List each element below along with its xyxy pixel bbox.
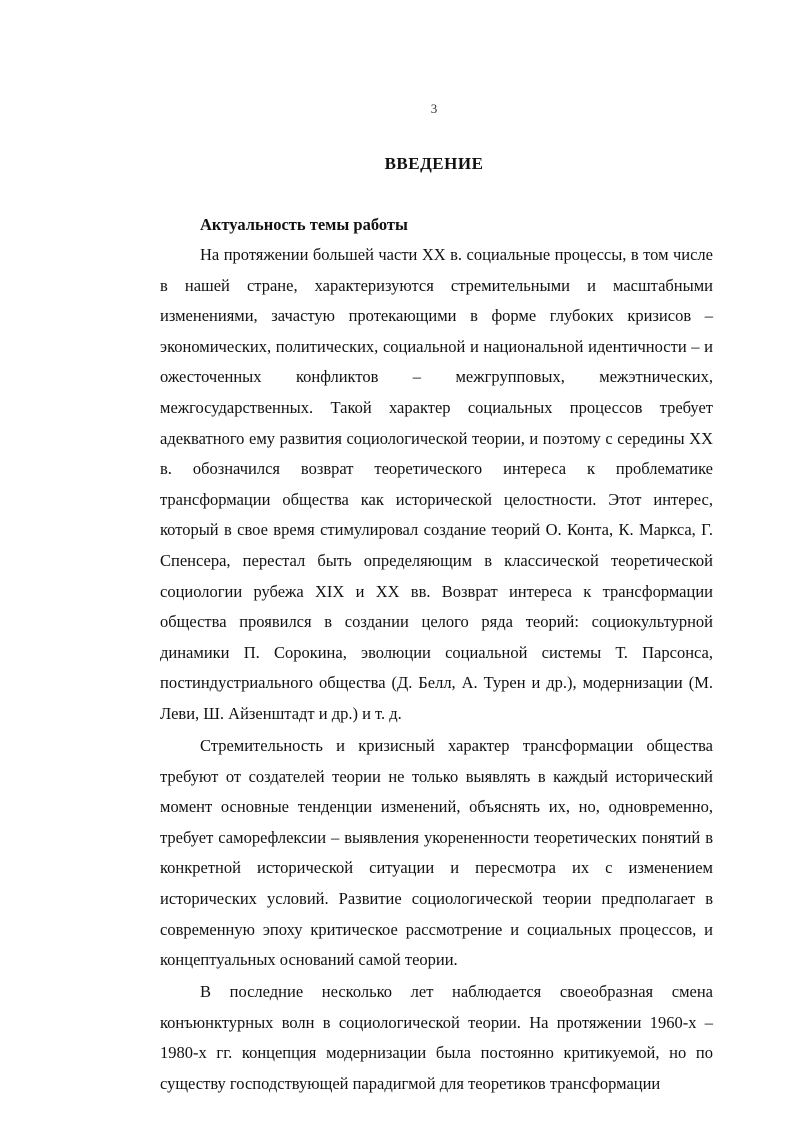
section-title: Актуальность темы работы xyxy=(200,215,408,234)
chapter-heading: ВВЕДЕНИЕ xyxy=(384,154,484,173)
paragraph: На протяжении большей части XX в. социальные процессы, в том числе в нашей стране, характеризуются стремительными и масштабными изменениями, зачастую протекающими в форме глубоких кризисов – экономических, политических, социальной и национальной идентичности – и ожесточенных конфликтов – межгрупповых, межэтнических, межгосударственных. Такой характер социальных процессов требует адекватного ему развития социологической теории, и поэтому с середины XX в. обозначился возврат теоретического интереса к проблематике трансформации общества как исторической целостности. Этот интерес, который в свое время стимулировал создание теорий О. Конта, К. Маркса, Г. Спенсера, перестал быть определяющим в классической теоретической социологии рубежа XIX и XX вв. Возврат интереса к трансформации общества проявился в создании целого ряда теорий: социокультурной динамики П. Сорокина, эволюции социальной системы Т. Парсонса, постиндустриального общества (Д. Белл, А. Турен и др.), модернизации (М. Леви, Ш. Айзенштадт и др.) и т. д. xyxy=(160,245,713,723)
paragraph: Стремительность и кризисный характер трансформации общества требуют от создателей теории не только выявлять в каждый исторический момент основные тенденции изменений, объяснять их, но, одновременно, требует саморефлексии – выявления укорененности теоретических понятий в конкретной исторической ситуации и пересмотра их с изменением исторических условий. Развитие социологической теории предполагает в современную эпоху критическое рассмотрение и социальных процессов, и концептуальных оснований самой теории. xyxy=(160,736,713,970)
body-text xyxy=(160,240,713,1101)
paragraph: В последние несколько лет наблюдается своеобразная смена конъюнктурных волн в социологической теории. На протяжении 1960-х – 1980-х гг. концепция модернизации была постоянно критикуемой, но по существу господствующей парадигмой для теоретиков трансформации xyxy=(160,982,713,1094)
page-number: 3 xyxy=(430,101,438,116)
